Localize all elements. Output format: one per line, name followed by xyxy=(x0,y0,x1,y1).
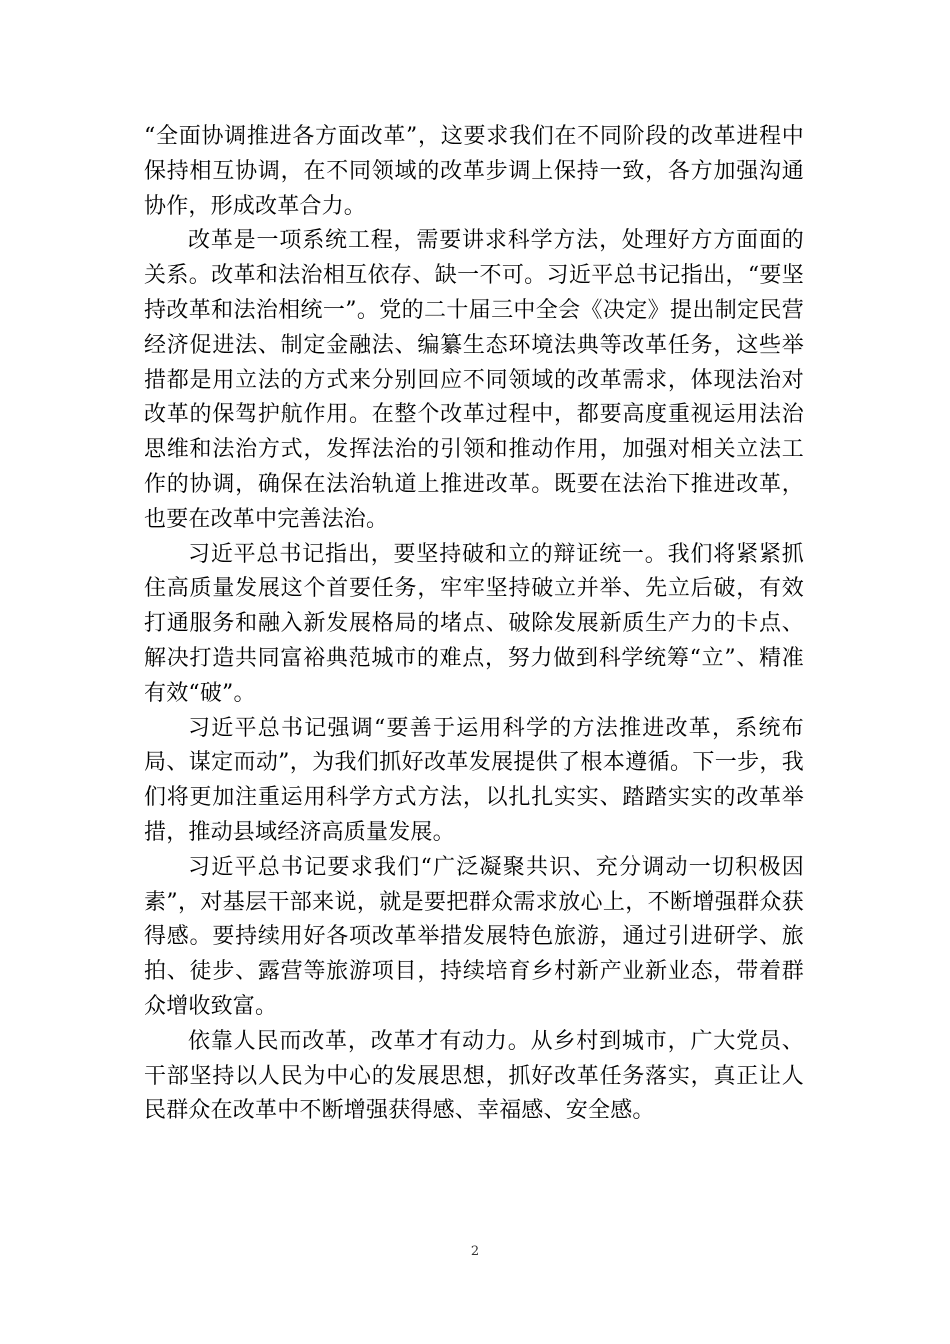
document-body xyxy=(144,120,804,1129)
paragraph-4: 习近平总书记强调“要善于运用科学的方法推进改革，系统布局、谋定而动”，为我们抓好改革发展提供了根本遵循。下一步，我们将更加注重运用科学方式方法，以扎扎实实、踏踏实实的改革举措，推动县域经济高质量发展。 xyxy=(144,715,804,845)
paragraph-6: 依靠人民而改革，改革才有动力。从乡村到城市，广大党员、干部坚持以人民为中心的发展思想，抓好改革任务落实，真正让人民群众在改革中不断增强获得感、幸福感、安全感。 xyxy=(144,1028,804,1124)
paragraph-2: 改革是一项系统工程，需要讲求科学方法，处理好方方面面的关系。改革和法治相互依存、缺一不可。习近平总书记指出，“要坚持改革和法治相统一”。党的二十届三中全会《决定》提出制定民营经济促进法、制定金融法、编纂生态环境法典等改革任务，这些举措都是用立法的方式来分别回应不同领域的改革需求，体现法治对改革的保驾护航作用。在整个改革过程中，都要高度重视运用法治思维和法治方式，发挥法治的引领和推动作用，加强对相关立法工作的协调，确保在法治轨道上推进改革。既要在法治下推进改革，也要在改革中完善法治。 xyxy=(144,228,804,532)
paragraph-1: “全面协调推进各方面改革”，这要求我们在不同阶段的改革进程中保持相互协调，在不同领域的改革步调上保持一致，各方加强沟通协作，形成改革合力。 xyxy=(144,124,804,219)
page-number: 2 xyxy=(470,1244,480,1259)
paragraph-5: 习近平总书记要求我们“广泛凝聚共识、充分调动一切积极因素”，对基层干部来说，就是要把群众需求放心上，不断增强群众获得感。要持续用好各项改革举措发展特色旅游，通过引进研学、旅拍、徒步、露营等旅游项目，持续培育乡村新产业新业态，带着群众增收致富。 xyxy=(144,854,804,1019)
paragraph-3: 习近平总书记指出，要坚持破和立的辩证统一。我们将紧紧抓住高质量发展这个首要任务，牢牢坚持破立并举、先立后破，有效打通服务和融入新发展格局的堵点、破除发展新质生产力的卡点、解决打造共同富裕典范城市的难点，努力做到科学统筹“立”、精准有效“破”。 xyxy=(144,541,804,706)
